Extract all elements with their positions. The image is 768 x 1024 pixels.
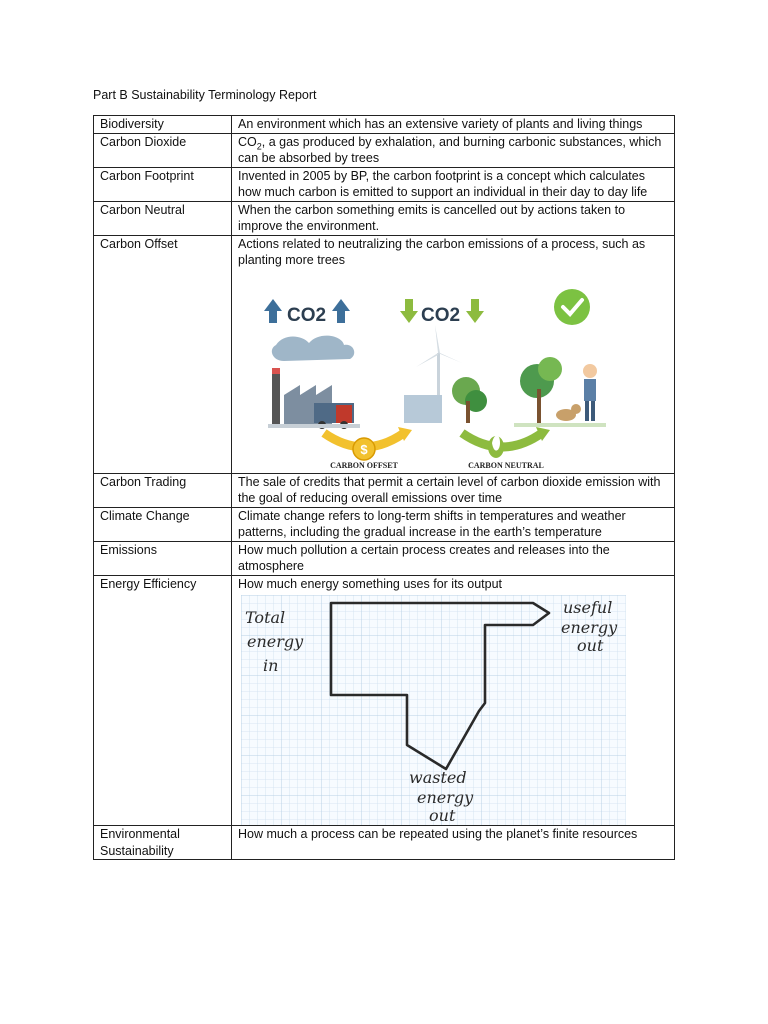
definition-cell: When the carbon something emits is cancelled out by actions taken to improve the environment. [232, 201, 675, 235]
definition-cell: How much pollution a certain process creates and releases into the atmosphere [232, 541, 675, 575]
table-row [94, 201, 675, 235]
arrow-down-icon [400, 299, 418, 323]
carbon-neutral-label: CARBON NEUTRAL [468, 460, 544, 469]
total-energy-label-line1: Total [245, 608, 286, 627]
svg-text:$: $ [360, 441, 368, 457]
definition-cell [232, 575, 675, 826]
total-energy-label-line2: energy [247, 632, 304, 651]
definition-cell [232, 133, 675, 167]
term-cell: Carbon Trading [94, 473, 232, 507]
term-cell: Biodiversity [94, 116, 232, 134]
table-row [94, 826, 675, 860]
factory-icon [268, 335, 360, 428]
check-icon [554, 289, 590, 325]
arrow-up-icon [332, 299, 350, 323]
table-row [94, 473, 675, 507]
definition-cell: Invented in 2005 by BP, the carbon footprint is a concept which calculates how much carbon is emitted to support an individual in their day to day life [232, 167, 675, 201]
definition-text: Actions related to neutralizing the carbon emissions of a process, such as planting more trees [238, 236, 646, 267]
co2-right-label: CO2 [421, 304, 461, 326]
term-cell: Carbon Dioxide [94, 133, 232, 167]
dog-icon [556, 404, 581, 421]
table-row [94, 133, 675, 167]
page-title: Part B Sustainability Terminology Report [93, 88, 317, 102]
definition-cell: An environment which has an extensive variety of plants and living things [232, 116, 675, 134]
wasted-energy-label-line1: wasted [409, 768, 467, 787]
table-row [94, 575, 675, 826]
definition-text: , a gas produced by exhalation, and burning carbonic substances, which can be absorbed by trees [238, 134, 662, 165]
energy-efficiency-sketch [241, 595, 626, 825]
definition-cell [232, 235, 675, 473]
carbon-offset-illustration [254, 283, 609, 469]
neutral-arrow-icon [462, 427, 550, 458]
term-cell: Energy Efficiency [94, 575, 232, 826]
offset-arrow-icon [324, 427, 412, 460]
table-row [94, 541, 675, 575]
tree-icon [520, 357, 562, 423]
wasted-energy-label-line3: out [429, 806, 456, 825]
tree-icon [452, 377, 487, 423]
term-cell: Climate Change [94, 507, 232, 541]
useful-energy-label-line3: out [577, 636, 604, 655]
useful-energy-label-line2: energy [561, 618, 618, 637]
co2-text: CO [238, 134, 257, 149]
table-row [94, 235, 675, 473]
arrow-up-icon [264, 299, 282, 323]
co2-subscript: 2 [256, 141, 262, 151]
person-icon [583, 364, 597, 421]
definition-cell: How much a process can be repeated using the planet’s finite resources [232, 826, 675, 860]
term-cell: Carbon Offset [94, 235, 232, 473]
wasted-energy-label-line2: energy [417, 788, 474, 807]
co2-left-label: CO2 [287, 304, 327, 326]
terminology-table [93, 115, 675, 860]
carbon-offset-label: CARBON OFFSET [330, 460, 398, 469]
total-energy-label-line3: in [263, 656, 279, 675]
definition-cell: The sale of credits that permit a certain level of carbon dioxide emission with the goal of reducing overall emissions over time [232, 473, 675, 507]
table-row [94, 116, 675, 134]
wind-turbine-icon [404, 325, 462, 423]
table-row [94, 507, 675, 541]
term-cell: Carbon Footprint [94, 167, 232, 201]
definition-text: How much energy something uses for its output [238, 576, 503, 591]
definition-cell: Climate change refers to long-term shifts in temperatures and weather patterns, including the gradual increase in the earth’s temperature [232, 507, 675, 541]
table-row [94, 167, 675, 201]
arrow-down-icon [466, 299, 484, 323]
term-cell: Emissions [94, 541, 232, 575]
term-cell: Environmental Sustainability [94, 826, 232, 860]
useful-energy-label-line1: useful [563, 598, 613, 617]
term-cell: Carbon Neutral [94, 201, 232, 235]
